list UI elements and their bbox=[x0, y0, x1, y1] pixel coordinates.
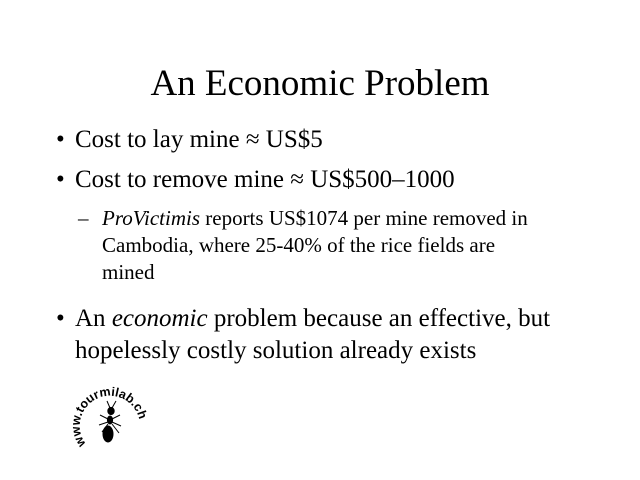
bullet-remove-cost bbox=[56, 164, 616, 196]
sub-bullet-line-3: mined bbox=[102, 260, 155, 284]
bullet-dot: • bbox=[56, 166, 65, 193]
sub-bullet-line-2: Cambodia, where 25-40% of the rice fields are bbox=[102, 233, 496, 257]
bullet-lay-cost bbox=[56, 124, 616, 156]
slide-title: An Economic Problem bbox=[150, 63, 490, 104]
bullet-3-line-2: hopelessly costly solution already exists bbox=[75, 337, 477, 364]
bullet-3-emphasis: economic bbox=[111, 305, 208, 332]
bullet-3-line-1 bbox=[75, 303, 615, 335]
sub-bullet-dash: – bbox=[78, 206, 89, 230]
logo-text-path: www.tourmilab.ch bbox=[70, 384, 150, 450]
sub-bullet-line-1 bbox=[102, 205, 602, 232]
bullet-text: Cost to lay mine ≈ US$5 bbox=[75, 126, 323, 153]
sub-bullet-line-1-rest: reports US$1074 per mine removed in bbox=[200, 206, 528, 230]
bullet-dot: • bbox=[56, 305, 65, 332]
bullet-3-before: An bbox=[75, 305, 112, 332]
tourmilab-logo-svg bbox=[70, 380, 150, 460]
ant-icon bbox=[99, 401, 121, 442]
tourmilab-logo bbox=[70, 380, 150, 460]
bullet-text: Cost to remove mine ≈ US$500–1000 bbox=[75, 166, 455, 193]
bullet-3-after: problem because an effective, but bbox=[207, 305, 551, 332]
bullet-dot: • bbox=[56, 126, 65, 153]
provictimis-name: ProVictimis bbox=[102, 206, 200, 230]
